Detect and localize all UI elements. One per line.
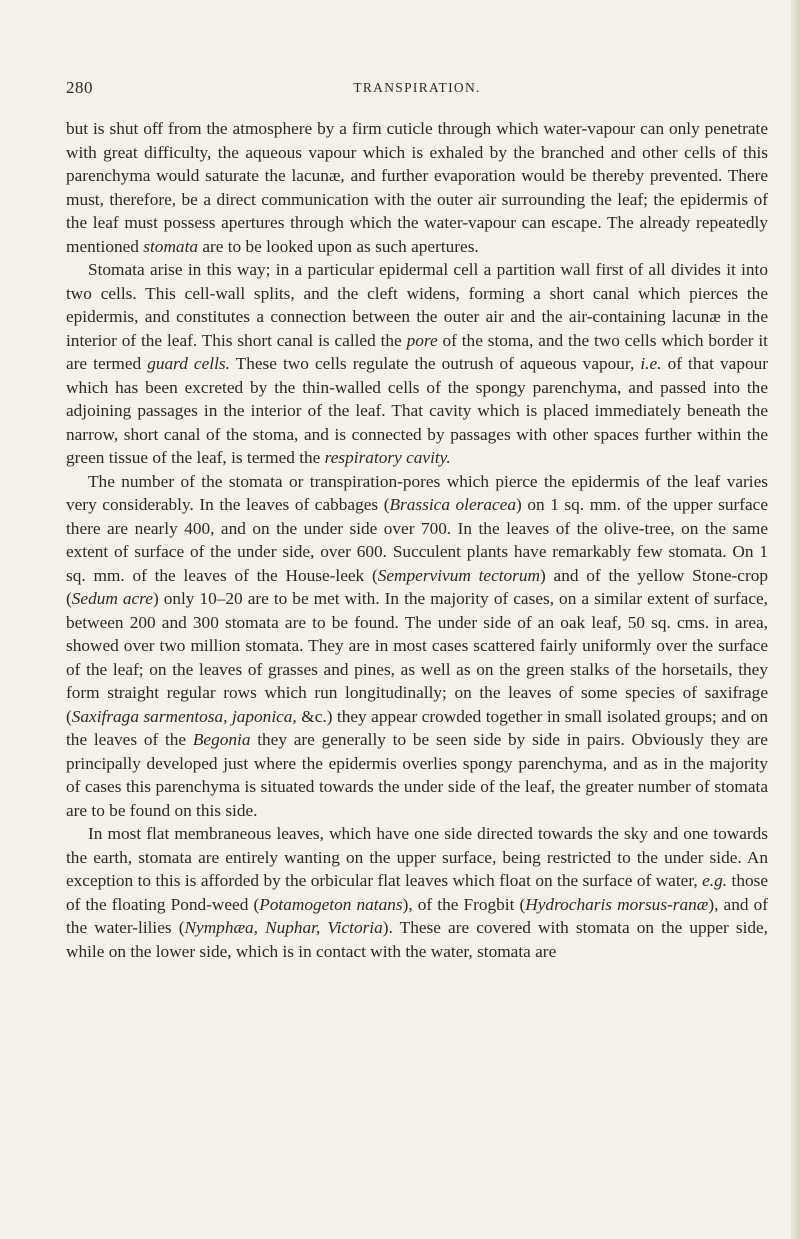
- text-run: The number of the stomata or transpiration-pores which pierce the epidermis of the leaf varies very considerably. In the leaves of cabbages (: [66, 471, 768, 514]
- text-run: but is shut off from the atmosphere by a firm cuticle through which water-vapour can only penetrate with great difficulty, the aqueous vapour which is exhaled by the branched and other cells of this parenchyma would saturate the lacunæ, and further evaporation would be thereby prevented. There must, therefore, be a direct communication with the outer air surrounding the leaf; the epidermis of the leaf must possess apertures through which the water-vapour can escape. The already repeatedly mentioned: [66, 119, 768, 256]
- text-run: ) on 1 sq. mm. of the upper surface there are nearly 400, and on the under side over 700. In the leaves of the olive-tree, on the same extent of surface of the under side, over 600. Succulent plants have remarkably few stomata. On 1 sq. mm. of the leaves of the House-leek (: [66, 495, 768, 585]
- text-run: are to be looked upon as such apertures.: [198, 236, 479, 256]
- paragraph: [66, 258, 768, 470]
- paragraph: [66, 117, 768, 258]
- body-text: [66, 117, 768, 963]
- text-run: of that vapour which has been excreted by the thin-walled cells of the spongy parenchyma, and passed into the adjoining passages in the interior of the leaf. That cavity which is placed immediately beneath the narrow, short canal of the stoma, and is connected by passages with other spaces further within the green tissue of the leaf, is termed the: [66, 354, 768, 467]
- text-run: they are generally to be seen side by side in pairs. Obviously they are principally developed just where the epidermis overlies spongy parenchyma, and as in the majority of cases this parenchyma is situated towards the under side of the leaf, the greater number of stomata are to be found on this side.: [66, 730, 768, 820]
- paragraph: [66, 470, 768, 823]
- text-run: of the stoma, and the two cells which border it are termed: [66, 330, 768, 373]
- text-run: ), of the Frogbit (: [402, 894, 526, 914]
- italic-term: Saxifraga sarmentosa, japonica,: [71, 706, 297, 726]
- text-run: those of the floating Pond-weed (: [66, 871, 768, 914]
- text-run: ) only 10–20 are to be met with. In the majority of cases, on a similar extent of surface, between 200 and 300 stomata are to be found. The under side of an oak leaf, 50 sq. cms. in area, showed over two million stomata. They are in most cases scattered fairly uniformly over the surface of the leaf; on the leaves of grasses and pines, as well as on the green stalks of the horsetails, they form straight regular rows which run longitudinally; on the leaves of some species of saxifrage (: [66, 589, 768, 726]
- text-run: These two cells regulate the outrush of aqueous vapour,: [229, 354, 641, 373]
- text-run: In most flat membraneous leaves, which have one side directed towards the sky and one towards the earth, stomata are entirely wanting on the upper surface, being restricted to the under side. An exception to this is afforded by the orbicular flat leaves which float on the surface of water,: [66, 824, 768, 890]
- page-number: 280: [66, 78, 93, 97]
- italic-term: Potamogeton natans: [259, 894, 403, 914]
- italic-term: guard cells.: [147, 354, 230, 373]
- text-run: ) and of the yellow Stone-crop (: [66, 565, 768, 608]
- text-run: ), and of the water-lilies (: [66, 894, 768, 937]
- page-header: [66, 78, 768, 102]
- italic-term: respiratory cavity.: [324, 448, 451, 467]
- text-run: Stomata arise in this way; in a particular epidermal cell a partition wall first of all divides it into two cells. This cell-wall splits, and the cleft widens, forming a short canal which pierces the epidermis, and constitutes a connection between the outer air and the air-containing lacunæ in the interior of the leaf. This short canal is called the: [66, 260, 768, 350]
- italic-term: Begonia: [192, 730, 251, 749]
- italic-term: Sedum acre: [71, 589, 153, 608]
- page-edge-shadow: [791, 0, 800, 1239]
- running-head: TRANSPIRATION.: [353, 80, 481, 95]
- italic-term: Hydrocharis morsus-ranæ: [525, 894, 709, 914]
- italic-term: e.g.: [702, 871, 728, 890]
- text-run: &c.) they appear crowded together in small isolated groups; and on the leaves of the: [66, 706, 768, 749]
- italic-term: stomata: [143, 236, 199, 256]
- paragraph: [66, 822, 768, 963]
- italic-term: Nymphæa, Nuphar, Victoria: [184, 918, 383, 937]
- italic-term: i.e.: [640, 354, 662, 373]
- italic-term: Sempervivum tectorum: [377, 565, 541, 585]
- italic-term: Brassica oleracea: [389, 495, 516, 514]
- text-run: ). These are covered with stomata on the upper side, while on the lower side, which is in contact with the water, stomata are: [66, 918, 768, 961]
- italic-term: pore: [406, 330, 438, 350]
